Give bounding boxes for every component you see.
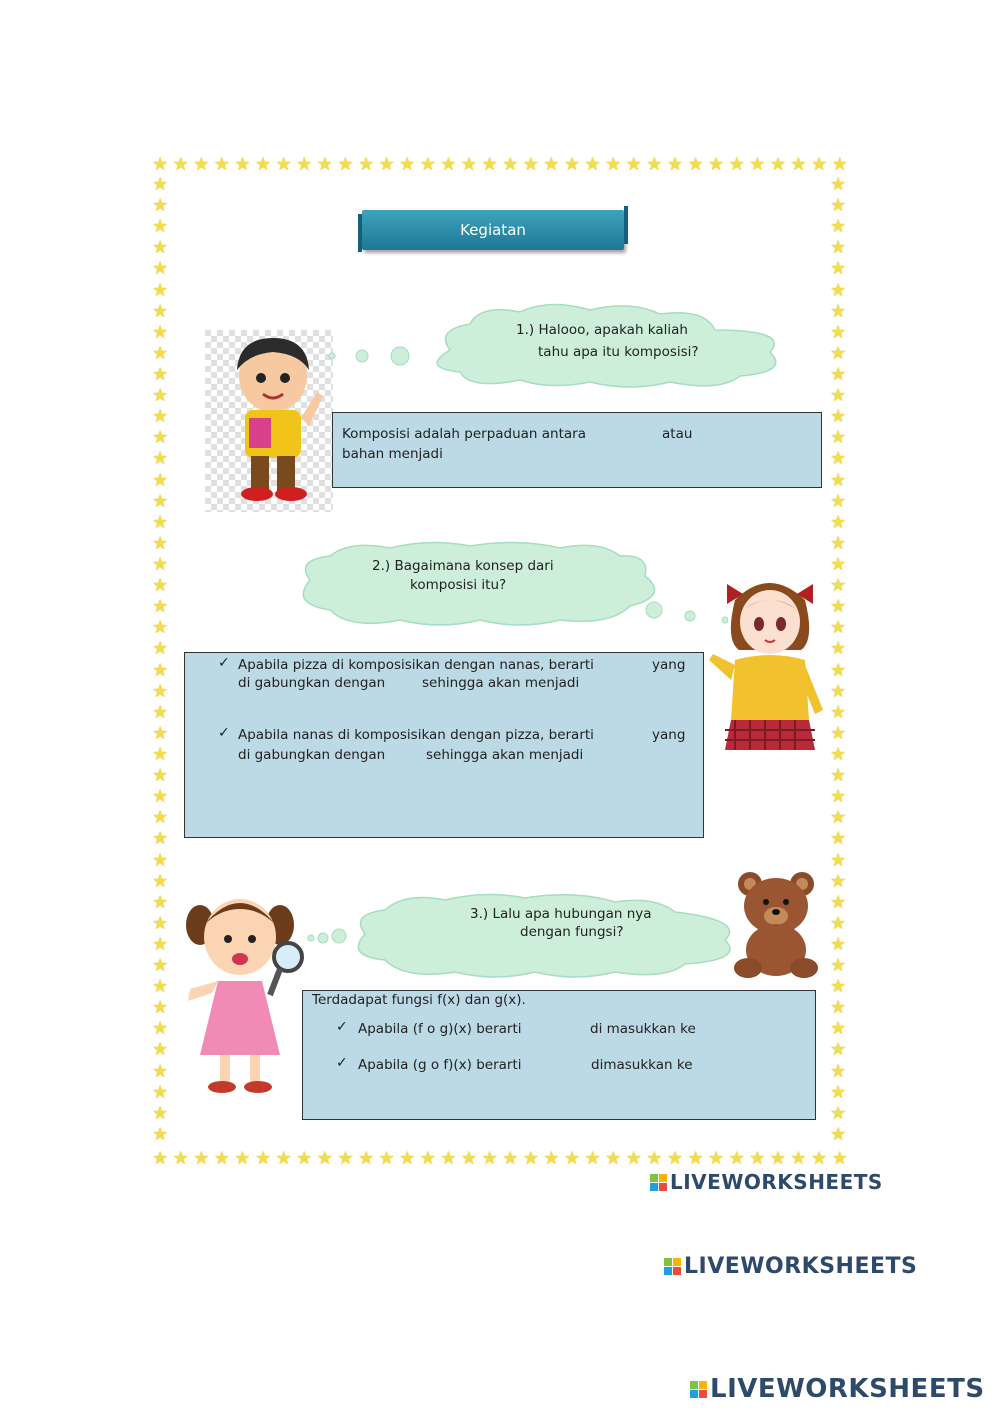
star-icon: ★ <box>830 680 847 702</box>
star-icon: ★ <box>830 1060 847 1082</box>
star-icon: ★ <box>152 469 169 491</box>
star-icon: ★ <box>152 765 169 787</box>
star-icon: ★ <box>830 427 847 449</box>
star-icon: ★ <box>172 154 189 175</box>
answer-2-item-2-c: di gabungkan dengan <box>238 747 386 763</box>
star-icon: ★ <box>830 743 847 765</box>
star-icon: ★ <box>666 1148 683 1169</box>
title-banner <box>362 210 624 250</box>
boy-illustration <box>205 330 333 512</box>
star-icon: ★ <box>830 1039 847 1061</box>
star-icon: ★ <box>152 1039 169 1061</box>
star-icon: ★ <box>522 154 539 175</box>
answer-2-item-2-d: sehingga akan menjadi <box>426 747 584 763</box>
star-icon: ★ <box>605 154 622 175</box>
star-icon: ★ <box>830 955 847 977</box>
star-icon: ★ <box>830 216 847 238</box>
liveworksheets-watermark-2: LIVEWORKSHEETS <box>664 1254 917 1279</box>
star-icon: ★ <box>378 1148 395 1169</box>
star-icon: ★ <box>152 659 169 681</box>
star-icon: ★ <box>830 1018 847 1040</box>
star-icon: ★ <box>152 1081 169 1103</box>
question-2-line-2: komposisi itu? <box>410 577 507 593</box>
answer-3-item-1-b: di masukkan ke <box>590 1021 696 1037</box>
star-icon: ★ <box>830 195 847 217</box>
star-icon: ★ <box>152 722 169 744</box>
star-icon: ★ <box>152 511 169 533</box>
star-icon: ★ <box>152 997 169 1019</box>
star-icon: ★ <box>193 1148 210 1169</box>
star-icon: ★ <box>213 154 230 175</box>
question-1-line-2: tahu apa itu komposisi? <box>538 344 699 360</box>
answer-1-text-c: bahan menjadi <box>342 446 443 462</box>
star-icon: ★ <box>152 1018 169 1040</box>
star-border-bottom <box>152 1150 848 1168</box>
star-icon: ★ <box>152 553 169 575</box>
star-icon: ★ <box>152 427 169 449</box>
star-icon: ★ <box>563 154 581 175</box>
star-icon: ★ <box>830 849 847 871</box>
star-icon: ★ <box>440 154 457 175</box>
star-icon: ★ <box>152 828 169 850</box>
star-icon: ★ <box>152 279 169 301</box>
star-icon: ★ <box>830 553 847 575</box>
star-icon: ★ <box>152 638 169 660</box>
teddy-bear-illustration <box>728 868 824 983</box>
answer-1-text-b: atau <box>662 426 693 442</box>
girl-illustration <box>705 570 835 770</box>
star-icon: ★ <box>357 154 375 175</box>
star-icon: ★ <box>152 575 169 597</box>
star-icon: ★ <box>830 237 847 259</box>
star-icon: ★ <box>152 321 169 343</box>
star-icon: ★ <box>481 1148 498 1169</box>
star-icon: ★ <box>152 912 169 934</box>
star-icon: ★ <box>152 955 169 977</box>
star-icon: ★ <box>460 1148 478 1169</box>
star-icon: ★ <box>152 1060 169 1082</box>
star-icon: ★ <box>152 258 169 280</box>
star-icon: ★ <box>830 406 847 428</box>
answer-2-item-1-a: Apabila pizza di komposisikan dengan nanas, berarti <box>238 657 594 673</box>
star-icon: ★ <box>152 1148 169 1169</box>
star-icon: ★ <box>830 870 847 892</box>
star-icon: ★ <box>646 154 663 175</box>
star-icon: ★ <box>830 321 847 343</box>
star-icon: ★ <box>152 807 169 829</box>
star-icon: ★ <box>152 933 169 955</box>
star-icon: ★ <box>830 617 847 639</box>
liveworksheets-logo-icon <box>650 1174 667 1191</box>
star-icon: ★ <box>213 1148 230 1169</box>
star-icon: ★ <box>543 154 560 175</box>
star-icon: ★ <box>830 575 847 597</box>
star-icon: ★ <box>502 154 519 175</box>
star-icon: ★ <box>337 1148 354 1169</box>
star-icon: ★ <box>830 385 847 407</box>
star-icon: ★ <box>152 701 169 723</box>
question-3-line-2: dengan fungsi? <box>520 924 624 940</box>
star-icon: ★ <box>769 154 786 175</box>
answer-2-item-1-b: yang <box>652 657 686 673</box>
star-icon: ★ <box>830 300 847 322</box>
star-icon: ★ <box>316 1148 333 1169</box>
star-icon: ★ <box>830 258 847 280</box>
star-icon: ★ <box>275 154 292 175</box>
checkmark-icon: ✓ <box>218 725 230 741</box>
star-icon: ★ <box>152 786 169 808</box>
star-icon: ★ <box>152 300 169 322</box>
star-icon: ★ <box>687 154 704 175</box>
answer-1-text-a: Komposisi adalah perpaduan antara <box>342 426 586 442</box>
star-icon: ★ <box>830 596 847 618</box>
star-icon: ★ <box>830 342 847 364</box>
star-icon: ★ <box>152 870 169 892</box>
star-icon: ★ <box>728 154 745 175</box>
star-icon: ★ <box>152 342 169 364</box>
star-icon: ★ <box>563 1148 581 1169</box>
answer-2-item-1-c: di gabungkan dengan <box>238 675 386 691</box>
star-icon: ★ <box>830 532 847 554</box>
star-icon: ★ <box>193 154 210 175</box>
star-icon: ★ <box>625 154 642 175</box>
star-icon: ★ <box>584 154 601 175</box>
star-icon: ★ <box>830 659 847 681</box>
star-icon: ★ <box>234 1148 251 1169</box>
star-icon: ★ <box>830 912 847 934</box>
star-icon: ★ <box>275 1148 292 1169</box>
star-icon: ★ <box>830 976 847 998</box>
star-icon: ★ <box>152 154 169 175</box>
liveworksheets-watermark-3: LIVEWORKSHEETS <box>690 1374 985 1404</box>
star-icon: ★ <box>460 154 478 175</box>
star-icon: ★ <box>830 786 847 808</box>
star-icon: ★ <box>234 154 251 175</box>
answer-3-item-2-a: Apabila (g o f)(x) berarti <box>358 1057 522 1073</box>
star-icon: ★ <box>811 154 828 175</box>
star-icon: ★ <box>254 154 272 175</box>
star-icon: ★ <box>172 1148 189 1169</box>
star-icon: ★ <box>419 154 436 175</box>
star-icon: ★ <box>830 1123 847 1145</box>
checkmark-icon: ✓ <box>218 655 230 671</box>
star-icon: ★ <box>830 511 847 533</box>
answer-3-item-1-a: Apabila (f o g)(x) berarti <box>358 1021 522 1037</box>
star-icon: ★ <box>399 154 416 175</box>
star-icon: ★ <box>254 1148 272 1169</box>
liveworksheets-logo-icon <box>690 1381 707 1398</box>
answer-3-intro: Terdadapat fungsi f(x) dan g(x). <box>312 992 526 1008</box>
star-icon: ★ <box>584 1148 601 1169</box>
star-icon: ★ <box>646 1148 663 1169</box>
small-girl-illustration <box>180 885 305 1100</box>
star-icon: ★ <box>605 1148 622 1169</box>
star-icon: ★ <box>830 490 847 512</box>
star-icon: ★ <box>830 765 847 787</box>
star-icon: ★ <box>728 1148 745 1169</box>
checkmark-icon: ✓ <box>336 1055 348 1071</box>
answer-2-item-2-a: Apabila nanas di komposisikan dengan pizza, berarti <box>238 727 594 743</box>
star-icon: ★ <box>811 1148 828 1169</box>
star-icon: ★ <box>708 1148 725 1169</box>
star-icon: ★ <box>830 997 847 1019</box>
star-icon: ★ <box>830 1102 847 1124</box>
star-icon: ★ <box>830 891 847 913</box>
star-icon: ★ <box>687 1148 704 1169</box>
answer-2-item-1-d: sehingga akan menjadi <box>422 675 580 691</box>
star-icon: ★ <box>152 406 169 428</box>
page-title: Kegiatan <box>460 221 526 239</box>
question-2-line-1: 2.) Bagaimana konsep dari <box>372 558 554 574</box>
star-icon: ★ <box>830 363 847 385</box>
checkmark-icon: ✓ <box>336 1019 348 1035</box>
star-icon: ★ <box>666 154 683 175</box>
star-icon: ★ <box>440 1148 457 1169</box>
star-icon: ★ <box>522 1148 539 1169</box>
star-icon: ★ <box>749 154 766 175</box>
liveworksheets-logo-icon <box>664 1258 681 1275</box>
star-icon: ★ <box>790 1148 807 1169</box>
star-icon: ★ <box>152 1102 169 1124</box>
star-icon: ★ <box>152 1123 169 1145</box>
star-icon: ★ <box>152 448 169 470</box>
star-icon: ★ <box>152 596 169 618</box>
star-icon: ★ <box>296 1148 313 1169</box>
star-icon: ★ <box>830 279 847 301</box>
star-icon: ★ <box>830 933 847 955</box>
star-border-top <box>152 156 848 174</box>
star-icon: ★ <box>830 722 847 744</box>
star-icon: ★ <box>152 743 169 765</box>
star-icon: ★ <box>378 154 395 175</box>
star-icon: ★ <box>831 154 848 175</box>
star-icon: ★ <box>830 1081 847 1103</box>
star-icon: ★ <box>543 1148 560 1169</box>
star-icon: ★ <box>152 363 169 385</box>
star-icon: ★ <box>337 154 354 175</box>
liveworksheets-watermark-1: LIVEWORKSHEETS <box>650 1170 883 1194</box>
star-icon: ★ <box>830 828 847 850</box>
star-icon: ★ <box>152 174 169 195</box>
star-icon: ★ <box>830 448 847 470</box>
answer-2-item-2-b: yang <box>652 727 686 743</box>
star-icon: ★ <box>152 195 169 217</box>
star-icon: ★ <box>152 490 169 512</box>
star-icon: ★ <box>152 680 169 702</box>
star-icon: ★ <box>749 1148 766 1169</box>
star-icon: ★ <box>152 891 169 913</box>
star-icon: ★ <box>152 532 169 554</box>
star-icon: ★ <box>419 1148 436 1169</box>
answer-3-item-2-b: dimasukkan ke <box>591 1057 693 1073</box>
star-icon: ★ <box>296 154 313 175</box>
star-icon: ★ <box>830 807 847 829</box>
star-icon: ★ <box>708 154 725 175</box>
star-icon: ★ <box>830 701 847 723</box>
question-3-line-1: 3.) Lalu apa hubungan nya <box>470 906 652 922</box>
star-icon: ★ <box>399 1148 416 1169</box>
star-border-left <box>152 176 168 1144</box>
star-icon: ★ <box>502 1148 519 1169</box>
star-icon: ★ <box>830 469 847 491</box>
star-icon: ★ <box>790 154 807 175</box>
star-icon: ★ <box>831 1148 848 1169</box>
star-icon: ★ <box>769 1148 786 1169</box>
star-icon: ★ <box>152 976 169 998</box>
question-1-line-1: 1.) Halooo, apakah kaliah <box>516 322 688 338</box>
star-icon: ★ <box>152 216 169 238</box>
star-icon: ★ <box>152 849 169 871</box>
star-icon: ★ <box>625 1148 642 1169</box>
star-icon: ★ <box>357 1148 375 1169</box>
star-icon: ★ <box>152 385 169 407</box>
star-icon: ★ <box>152 237 169 259</box>
star-icon: ★ <box>481 154 498 175</box>
star-icon: ★ <box>316 154 333 175</box>
star-icon: ★ <box>830 174 847 195</box>
thought-cloud-2 <box>290 540 740 630</box>
star-icon: ★ <box>830 638 847 660</box>
star-icon: ★ <box>152 617 169 639</box>
